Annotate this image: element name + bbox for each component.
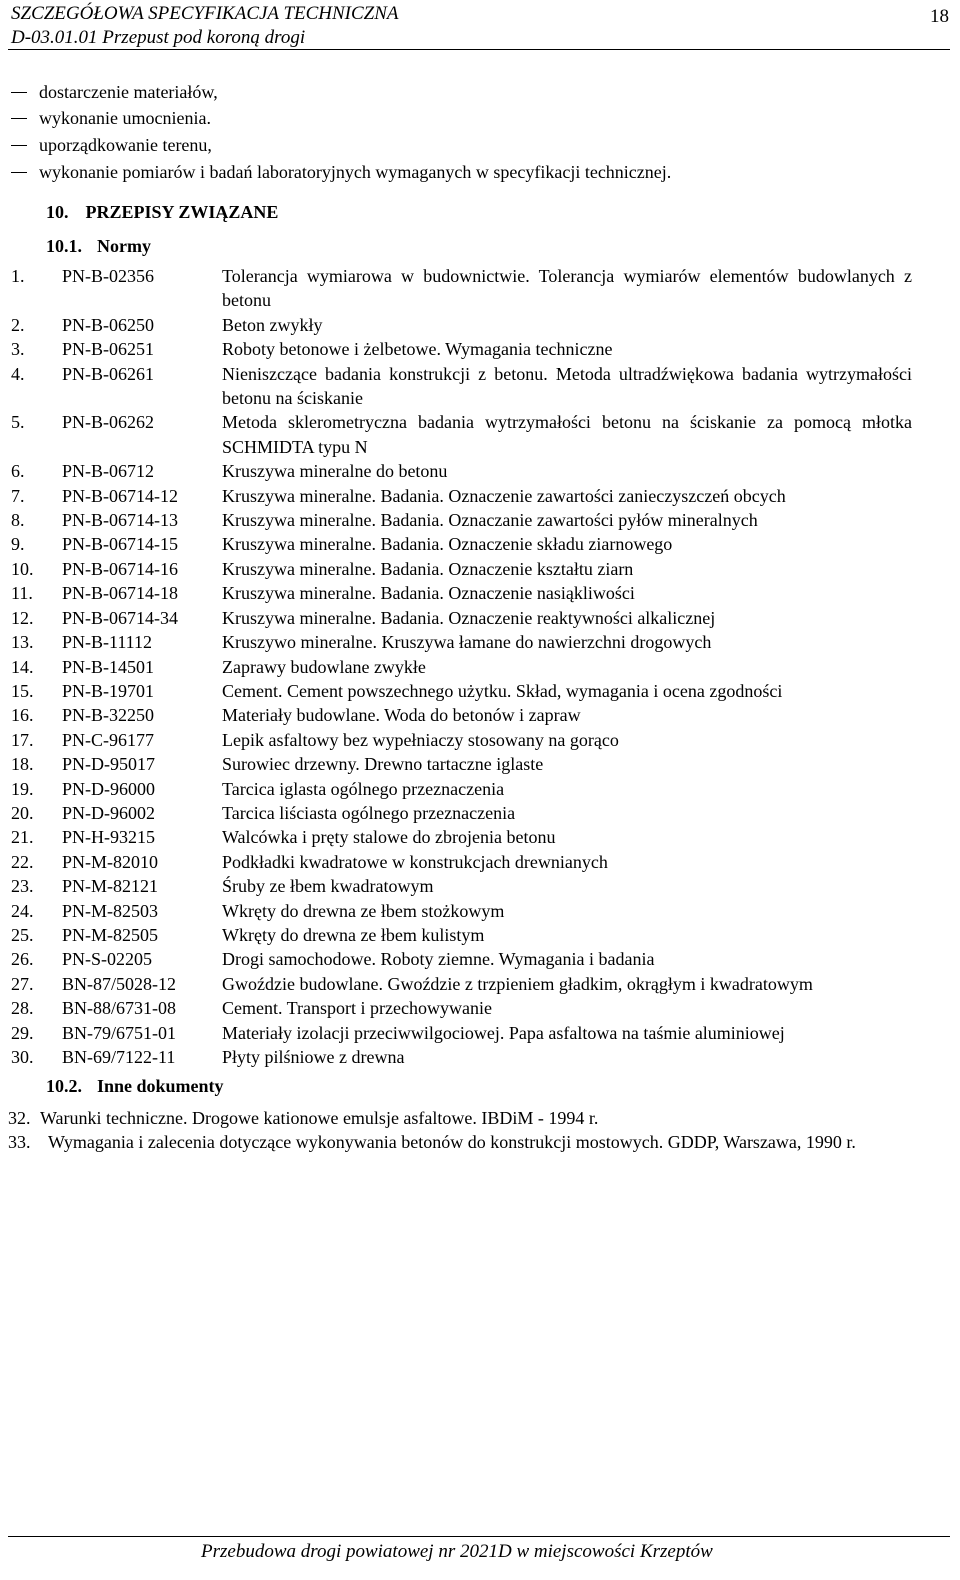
norm-title: Kruszywa mineralne do betonu (222, 461, 448, 482)
document-row (0, 1106, 960, 1130)
norm-number: 8. (11, 510, 25, 531)
norm-row (0, 655, 960, 679)
dash-icon (11, 118, 27, 119)
document-text: Warunki techniczne. Drogowe kationowe emulsje asfaltowe. IBDiM - 1994 r. (40, 1108, 599, 1128)
document-number: 33. (8, 1132, 31, 1153)
norm-title: Wkręty do drewna ze łbem stożkowym (222, 900, 505, 921)
norm-code: PN-B-06714-16 (62, 558, 178, 579)
norm-row (0, 874, 960, 898)
norm-number: 25. (11, 924, 34, 945)
norm-number: 24. (11, 900, 34, 921)
norm-code: PN-B-02356 (62, 266, 155, 286)
norm-row (0, 679, 960, 703)
document-subtitle: D-03.01.01 Przepust pod koroną drogi (11, 27, 306, 48)
norm-title: Tarcica liściasta ogólnego przeznaczenia (222, 802, 516, 823)
norm-code: BN-87/5028-12 (62, 973, 176, 994)
norm-code: PN-B-06714-12 (62, 485, 178, 506)
norm-title: Kruszywa mineralne. Badania. Oznaczenie składu ziarnowego (222, 534, 673, 555)
norm-row (0, 850, 960, 874)
dash-icon (11, 172, 27, 173)
norm-number: 26. (11, 949, 34, 970)
norm-code: PN-H-93215 (62, 827, 155, 848)
norm-title: Gwoździe budowlane. Gwoździe z trzpieniem gładkim, okrągłym i kwadratowym (222, 973, 813, 994)
norm-title: Materiały budowlane. Woda do betonów i zapraw (222, 705, 581, 726)
norm-number: 5. (11, 412, 25, 433)
norm-title: Roboty betonowe i żelbetowe. Wymagania techniczne (222, 339, 613, 360)
norm-code: PN-B-06261 (62, 363, 155, 384)
norm-number: 2. (11, 314, 25, 335)
norm-row (0, 1045, 960, 1069)
norm-number: 7. (11, 485, 25, 506)
norm-number: 27. (11, 973, 34, 994)
norm-row (0, 703, 960, 727)
norm-title: Lepik asfaltowy bez wypełniaczy stosowany na gorąco (222, 729, 619, 750)
norm-number: 16. (11, 705, 34, 726)
norm-code: PN-S-02205 (62, 949, 153, 970)
document-page: SZCZEGÓŁOWA SPECYFIKACJA TECHNICZNA D-03.01.01 Przepust pod koroną drogi 18 dostarczenie materiałów, wykonanie umocnienia. uporządkowanie terenu, wykonanie pomiarów i badań laboratoryjnych wymaganych w specyfikacji technicznej. 10. PRZEPISY ZWIĄZANE 10.1. Normy 1. PN-B-02356 Tolerancja wymiarowa w budownictwie. Tolerancja wymiarów elementów budowlanych z betonu 2. PN-B-06250 Beton zwykły 3. PN-B-06251 Roboty betonowe i żelbetowe. Wymagania techniczne 4. PN-B-06261 Nieniszczące badania konstrukcji z betonu. Metoda ultradźwiękowa badania wytrzymałości betonu na ściskanie 5. PN-B-06262 Metoda sklerometryczna badania wytrzymałości betonu na ściskanie za pomocą młotka SCHMIDTA typu N 6. PN-B-06712 Kruszywa mineralne do betonu 7. PN-B-06714-12 Kruszywa mineralne. Badania. Oznaczenie zawartości zanieczyszczeń obcych 8. PN-B-06714-13 Kruszywa mineralne. Badania. Oznaczanie zawartości pyłów mineralnych 9. PN-B-06714-15 Kruszywa mineralne. Badania. Oznaczenie składu ziarnowego 10. PN-B-06714-16 Kruszywa mineralne. Badania. Oznaczenie kształtu ziarn 11. PN-B-06714-18 Kruszywa mineralne. Badania. Oznaczenie nasiąkliwości 12. PN-B-06714-34 Kruszywa mineralne. Badania. Oznaczenie reaktywności alkalicznej 13. PN-B-11112 Kruszywo mineralne. Kruszywa łamane do nawierzchni drogowych 14. PN-B-14501 Zaprawy budowlane zwykłe 15. PN-B-19701 Cement. Cement powszechnego użytku. Skład, wymagania i ocena zgodności 16. PN-B-32250 Materiały budowlane. Woda do betonów i zapraw 17. PN-C-96177 Lepik asfaltowy bez wypełniaczy stosowany na gorąco 18. PN-D-95017 Surowiec drzewny. Drewno tartaczne iglaste 19. PN-D-96000 Tarcica iglasta ogólnego przeznaczenia 20. PN-D-96002 Tarcica liściasta ogólnego przeznaczenia 21. PN-H-93215 Walcówka i pręty stalowe do zbrojenia betonu 22. PN-M-82010 Podkładki kwadratowe w konstrukcjach drewnianych 23. PN-M-82121 Śruby ze łbem kwadratowym 24. PN-M-82503 Wkręty do drewna ze łbem stożkowym 25. PN-M-82505 Wkręty do drewna ze łbem kulistym 26. PN-S-02205 Drogi samochodowe. Roboty ziemne. Wymagania i badania 27. BN-87/5028-12 Gwoździe budowlane. Gwoździe z trzpieniem gładkim, okrągłym i kwadratowym 28. BN-88/6731-08 Cement. Transport i przechowywanie 29. BN-79/6751-01 Materiały izolacji przeciwwilgociowej. Papa asfaltowa na taśmie aluminiowej 30. BN-69/7122-11 Płyty pilśniowe z drewna 10.2. Inne dokumenty 32. Warunki techniczne. Drogowe kationowe emulsje asfaltowe. IBDiM - 1994 r. 33. Wymagania i zalecenia dotyczące wykonywania betonów do konstrukcji mostowych. GDDP, Warszawa, 1990 r. Przebudowa drogi powiatowej nr 2021D w miejscowości Krzeptów (0, 0, 960, 1580)
norm-number: 4. (11, 363, 25, 384)
norm-number: 22. (11, 851, 34, 872)
norm-title: Metoda sklerometryczna badania wytrzymałości betonu na ściskanie za pomocą młotka SCHMIDTA typu N (222, 412, 912, 457)
norm-title: Zaprawy budowlane zwykłe (222, 656, 426, 677)
dash-icon (11, 145, 27, 146)
norm-code: PN-B-06714-15 (62, 534, 178, 555)
norm-row (0, 606, 960, 630)
norm-number: 15. (11, 680, 34, 701)
norm-title: Kruszywo mineralne. Kruszywa łamane do nawierzchni drogowych (222, 632, 712, 653)
norm-code: PN-B-11112 (62, 632, 152, 653)
norm-title: Kruszywa mineralne. Badania. Oznaczanie zawartości pyłów mineralnych (222, 510, 758, 531)
dash-icon (11, 92, 27, 93)
document-text: Wymagania i zalecenia dotyczące wykonywania betonów do konstrukcji mostowych. GDDP, Warszawa, 1990 r. (48, 1132, 856, 1153)
norm-code: PN-B-06712 (62, 461, 155, 482)
norm-number: 29. (11, 1022, 34, 1043)
norm-code: PN-M-82010 (62, 851, 159, 872)
norm-row (0, 581, 960, 605)
document-number: 32. (8, 1108, 31, 1128)
norm-row (0, 825, 960, 849)
norm-title: Kruszywa mineralne. Badania. Oznaczenie nasiąkliwości (222, 583, 635, 604)
norm-title: Kruszywa mineralne. Badania. Oznaczenie zawartości zanieczyszczeń obcych (222, 485, 786, 506)
norm-title: Wkręty do drewna ze łbem kulistym (222, 924, 485, 945)
norm-row (0, 728, 960, 752)
page-header (11, 2, 949, 50)
norm-title: Surowiec drzewny. Drewno tartaczne iglaste (222, 754, 544, 775)
norm-title: Nieniszczące badania konstrukcji z betonu. Metoda ultradźwiękowa badania wytrzymałości betonu na ściskanie (222, 363, 912, 409)
norm-code: PN-B-32250 (62, 705, 155, 726)
norm-number: 19. (11, 778, 34, 799)
header-divider (8, 49, 950, 50)
norm-number: 3. (11, 339, 25, 360)
norm-code: PN-B-06262 (62, 412, 155, 433)
norm-row (0, 337, 960, 361)
norm-title: Kruszywa mineralne. Badania. Oznaczenie reaktywności alkalicznej (222, 607, 716, 628)
norm-row (0, 996, 960, 1020)
norm-code: PN-M-82503 (62, 900, 159, 921)
norm-title: Materiały izolacji przeciwwilgociowej. Papa asfaltowa na taśmie aluminiowej (222, 1022, 785, 1043)
norms-list (0, 264, 960, 1069)
norm-number: 23. (11, 876, 34, 897)
norm-number: 18. (11, 754, 34, 775)
norm-code: PN-B-06714-18 (62, 583, 178, 604)
norm-row (0, 899, 960, 923)
norm-row (0, 532, 960, 556)
norm-number: 13. (11, 632, 34, 653)
norm-code: PN-C-96177 (62, 729, 155, 750)
norm-title: Beton zwykły (222, 314, 323, 335)
norm-number: 9. (11, 534, 25, 555)
norm-number: 20. (11, 802, 34, 823)
norm-number: 6. (11, 461, 25, 482)
norm-row (0, 557, 960, 581)
norm-number: 12. (11, 607, 34, 628)
norm-code: BN-69/7122-11 (62, 1047, 176, 1067)
norm-row (0, 777, 960, 801)
norm-code: PN-D-95017 (62, 754, 155, 775)
norm-row (0, 630, 960, 654)
norm-number: 11. (11, 583, 33, 604)
norm-number: 17. (11, 729, 34, 750)
norm-row (0, 362, 960, 411)
norm-title: Płyty pilśniowe z drewna (222, 1047, 405, 1067)
norm-row (0, 508, 960, 532)
section-heading: 10. PRZEPISY ZWIĄZANE (46, 202, 279, 222)
norm-code: PN-B-06250 (62, 314, 155, 335)
norm-code: PN-B-06714-13 (62, 510, 178, 531)
norm-row (0, 459, 960, 483)
other-documents-list (0, 1106, 960, 1155)
norm-code: PN-D-96000 (62, 778, 155, 799)
norm-row (0, 484, 960, 508)
norm-title: Drogi samochodowe. Roboty ziemne. Wymagania i badania (222, 949, 655, 970)
document-title: SZCZEGÓŁOWA SPECYFIKACJA TECHNICZNA (11, 3, 399, 24)
norm-number: 28. (11, 998, 34, 1019)
norm-row (0, 801, 960, 825)
norm-title: Walcówka i pręty stalowe do zbrojenia betonu (222, 827, 556, 848)
norm-number: 10. (11, 558, 34, 579)
norm-code: PN-B-14501 (62, 656, 155, 677)
norm-row (0, 923, 960, 947)
norm-row (0, 1021, 960, 1045)
norm-row (0, 972, 960, 996)
norm-code: PN-D-96002 (62, 802, 155, 823)
norm-title: Podkładki kwadratowe w konstrukcjach drewnianych (222, 851, 608, 872)
norm-code: PN-B-19701 (62, 680, 155, 701)
norm-title: Tolerancja wymiarowa w budownictwie. Tolerancja wymiarów elementów budowlanych z betonu (222, 266, 912, 311)
norm-title: Kruszywa mineralne. Badania. Oznaczenie kształtu ziarn (222, 558, 634, 579)
subsection-heading-norms: 10.1. Normy (46, 236, 151, 256)
norm-title: Śruby ze łbem kwadratowym (222, 876, 434, 897)
norm-title: Tarcica iglasta ogólnego przeznaczenia (222, 778, 505, 799)
subsection-heading-docs: 10.2. Inne dokumenty (46, 1076, 224, 1096)
norm-number: 30. (11, 1047, 34, 1067)
norm-row (0, 410, 960, 459)
norm-row (0, 313, 960, 337)
norm-title: Cement. Transport i przechowywanie (222, 998, 492, 1019)
norm-code: BN-88/6731-08 (62, 998, 176, 1019)
norm-code: BN-79/6751-01 (62, 1022, 176, 1043)
page-number: 18 (930, 6, 949, 27)
norm-code: PN-M-82505 (62, 924, 159, 945)
norm-title: Cement. Cement powszechnego użytku. Skład, wymagania i ocena zgodności (222, 680, 783, 701)
norm-code: PN-B-06714-34 (62, 607, 178, 628)
norm-row (0, 264, 960, 313)
norm-row (0, 947, 960, 971)
footer-text: Przebudowa drogi powiatowej nr 2021D w miejscowości Krzeptów (201, 1541, 713, 1562)
document-row (0, 1130, 960, 1154)
norm-number: 14. (11, 656, 34, 677)
norm-number: 21. (11, 827, 34, 848)
norm-code: PN-M-82121 (62, 876, 159, 897)
norm-number: 1. (11, 266, 25, 286)
norm-code: PN-B-06251 (62, 339, 155, 360)
footer-divider (8, 1536, 950, 1537)
norm-row (0, 752, 960, 776)
